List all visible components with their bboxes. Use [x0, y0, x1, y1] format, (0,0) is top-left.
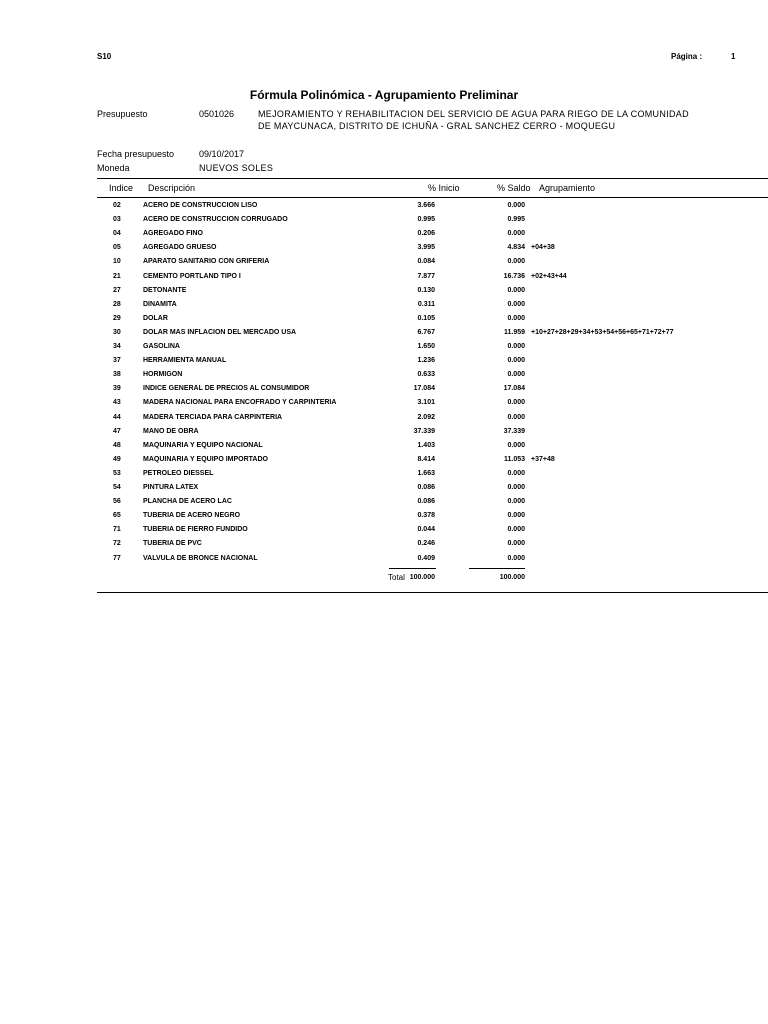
- row-indice: 54: [113, 484, 121, 491]
- fecha-value: 09/10/2017: [199, 149, 245, 159]
- row-saldo: 4.834: [507, 244, 525, 252]
- table-row: [0, 470, 768, 484]
- header-bottom-rule: [97, 197, 768, 198]
- moneda-value: NUEVOS SOLES: [199, 163, 274, 173]
- system-label: S10: [97, 52, 112, 61]
- col-saldo: % Saldo: [497, 183, 531, 193]
- row-saldo: 0.000: [507, 512, 525, 520]
- row-saldo: 0.000: [507, 371, 525, 379]
- row-saldo: 0.000: [507, 230, 525, 238]
- row-inicio: 0.086: [417, 498, 435, 506]
- row-inicio: 0.044: [417, 526, 435, 534]
- row-descripcion: MADERA NACIONAL PARA ENCOFRADO Y CARPINTERIA: [143, 399, 337, 407]
- table-row: [0, 428, 768, 442]
- row-inicio: 1.236: [417, 357, 435, 365]
- fecha-label: Fecha presupuesto: [97, 149, 175, 159]
- col-agrupamiento: Agrupamiento: [539, 183, 596, 193]
- row-descripcion: MADERA TERCIADA PARA CARPINTERIA: [143, 413, 283, 421]
- row-descripcion: PINTURA LATEX: [143, 484, 199, 491]
- row-inicio: 3.666: [417, 202, 435, 209]
- row-inicio: 6.767: [417, 328, 435, 336]
- row-descripcion: AGREGADO FINO: [143, 230, 203, 238]
- total-inicio: 100.000: [409, 574, 435, 581]
- row-descripcion: PLANCHA DE ACERO LAC: [143, 498, 232, 506]
- page-title: Fórmula Polinómica - Agrupamiento Preliminar: [249, 88, 519, 102]
- row-inicio: 17.084: [413, 385, 435, 393]
- row-saldo: 0.000: [507, 258, 525, 266]
- row-descripcion: MAQUINARIA Y EQUIPO IMPORTADO: [143, 455, 268, 463]
- row-inicio: 0.206: [417, 230, 435, 238]
- row-inicio: 1.650: [417, 343, 435, 350]
- table-row: [0, 526, 768, 540]
- row-inicio: 1.403: [417, 441, 435, 449]
- row-saldo: 17.084: [503, 385, 525, 393]
- row-indice: 02: [113, 202, 121, 209]
- row-inicio: 0.409: [417, 554, 435, 562]
- row-indice: 27: [113, 286, 121, 294]
- row-descripcion: VALVULA DE BRONCE NACIONAL: [143, 554, 258, 562]
- table-row: [0, 216, 768, 230]
- row-saldo: 0.000: [507, 357, 525, 365]
- row-agrupamiento: +02+43+44: [531, 272, 567, 280]
- row-inicio: 0.995: [417, 216, 435, 224]
- page-label: Página :: [671, 52, 703, 61]
- table-row: [0, 230, 768, 244]
- row-saldo: 0.000: [507, 300, 525, 308]
- table-row: [0, 540, 768, 554]
- row-saldo: 0.000: [507, 314, 525, 322]
- row-descripcion: DINAMITA: [143, 300, 177, 308]
- row-indice: 53: [113, 469, 121, 477]
- row-indice: 05: [113, 244, 121, 252]
- table-row: [0, 301, 768, 315]
- row-descripcion: MAQUINARIA Y EQUIPO NACIONAL: [143, 441, 263, 449]
- row-inicio: 0.311: [417, 300, 435, 308]
- row-descripcion: HORMIGON: [143, 371, 183, 379]
- total-label: Total: [388, 573, 405, 582]
- row-descripcion: HERRAMIENTA MANUAL: [143, 357, 227, 365]
- row-saldo: 16.736: [503, 272, 525, 280]
- table-row: [0, 484, 768, 498]
- row-indice: 29: [113, 314, 121, 322]
- row-saldo: 0.000: [507, 540, 525, 548]
- table-row: [0, 414, 768, 428]
- row-inicio: 0.086: [417, 484, 435, 491]
- row-saldo: 0.000: [507, 441, 525, 449]
- row-indice: 43: [113, 399, 121, 407]
- row-descripcion: GASOLINA: [143, 343, 180, 350]
- row-saldo: 0.000: [507, 399, 525, 407]
- row-saldo: 0.000: [507, 554, 525, 562]
- row-indice: 44: [113, 413, 121, 421]
- row-inicio: 0.633: [417, 371, 435, 379]
- row-agrupamiento: +04+38: [531, 244, 555, 252]
- row-indice: 34: [113, 343, 121, 350]
- row-inicio: 0.246: [417, 540, 435, 548]
- page-number: 1: [731, 52, 736, 61]
- row-descripcion: DOLAR: [143, 314, 168, 322]
- presupuesto-label: Presupuesto: [97, 109, 148, 119]
- row-indice: 04: [113, 230, 121, 238]
- row-descripcion: DOLAR MAS INFLACION DEL MERCADO USA: [143, 328, 297, 336]
- row-saldo: 0.000: [507, 286, 525, 294]
- row-indice: 30: [113, 328, 121, 336]
- table-row: [0, 442, 768, 456]
- table-row: [0, 385, 768, 399]
- row-indice: 77: [113, 554, 121, 562]
- row-inicio: 3.995: [417, 244, 435, 252]
- row-indice: 39: [113, 385, 121, 393]
- row-saldo: 11.053: [503, 455, 525, 463]
- row-inicio: 0.378: [417, 512, 435, 520]
- row-descripcion: APARATO SANITARIO CON GRIFERIA: [143, 258, 270, 266]
- row-descripcion: MANO DE OBRA: [143, 427, 199, 435]
- table-row: [0, 456, 768, 470]
- total-saldo-rule: [469, 568, 525, 569]
- row-inicio: 0.130: [417, 286, 435, 294]
- row-descripcion: DETONANTE: [143, 286, 187, 294]
- table-row: [0, 357, 768, 371]
- row-indice: 72: [113, 540, 121, 548]
- row-inicio: 0.084: [417, 258, 435, 266]
- row-descripcion: INDICE GENERAL DE PRECIOS AL CONSUMIDOR: [143, 385, 310, 393]
- row-inicio: 37.339: [413, 427, 435, 435]
- row-descripcion: ACERO DE CONSTRUCCION CORRUGADO: [143, 216, 288, 224]
- row-descripcion: TUBERIA DE ACERO NEGRO: [143, 512, 241, 520]
- row-indice: 21: [113, 272, 121, 280]
- row-indice: 03: [113, 216, 121, 224]
- table-row: [0, 287, 768, 301]
- row-descripcion: TUBERIA DE FIERRO FUNDIDO: [143, 526, 248, 534]
- row-descripcion: TUBERIA DE PVC: [143, 540, 202, 548]
- row-indice: 65: [113, 512, 121, 520]
- row-descripcion: AGREGADO GRUESO: [143, 244, 217, 252]
- row-inicio: 3.101: [417, 399, 435, 407]
- row-indice: 38: [113, 371, 121, 379]
- row-saldo: 0.000: [507, 484, 525, 491]
- row-saldo: 0.000: [507, 469, 525, 477]
- row-indice: 37: [113, 357, 121, 365]
- table-row: [0, 399, 768, 413]
- col-descripcion: Descripción: [148, 183, 196, 193]
- row-inicio: 0.105: [417, 314, 435, 322]
- row-agrupamiento: +10+27+28+29+34+53+54+56+65+71+72+77: [531, 328, 674, 336]
- row-saldo: 0.000: [507, 413, 525, 421]
- table-row: [0, 498, 768, 512]
- row-saldo: 0.000: [507, 343, 525, 350]
- footer-rule: [97, 592, 768, 593]
- row-indice: 71: [113, 526, 121, 534]
- row-indice: 10: [113, 258, 121, 266]
- table-row: [0, 371, 768, 385]
- table-row: [0, 244, 768, 258]
- header-top-rule: [97, 178, 768, 179]
- row-descripcion: CEMENTO PORTLAND TIPO I: [143, 272, 241, 280]
- total-inicio-rule: [389, 568, 436, 569]
- presupuesto-desc-line2: DE MAYCUNACA, DISTRITO DE ICHUÑA - GRAL SANCHEZ CERRO - MOQUEGU: [258, 121, 616, 131]
- table-row: [0, 273, 768, 287]
- row-saldo: 37.339: [503, 427, 525, 435]
- row-descripcion: PETROLEO DIESSEL: [143, 469, 214, 477]
- row-saldo: 0.995: [507, 216, 525, 224]
- presupuesto-desc-line1: MEJORAMIENTO Y REHABILITACION DEL SERVICIO DE AGUA PARA RIEGO DE LA COMUNIDAD: [258, 109, 689, 119]
- col-inicio: % Inicio: [428, 183, 460, 193]
- moneda-label: Moneda: [97, 163, 130, 173]
- table-row: [0, 329, 768, 343]
- row-descripcion: ACERO DE CONSTRUCCION LISO: [143, 202, 258, 209]
- table-row: [0, 512, 768, 526]
- row-inicio: 7.877: [417, 272, 435, 280]
- row-saldo: 0.000: [507, 526, 525, 534]
- row-inicio: 1.663: [417, 469, 435, 477]
- presupuesto-code: 0501026: [199, 109, 235, 119]
- row-indice: 48: [113, 441, 121, 449]
- row-inicio: 8.414: [417, 455, 435, 463]
- row-agrupamiento: +37+48: [531, 455, 555, 463]
- row-inicio: 2.092: [417, 413, 435, 421]
- row-indice: 56: [113, 498, 121, 506]
- row-saldo: 11.959: [503, 328, 525, 336]
- table-row: [0, 315, 768, 329]
- col-indice: Indice: [109, 183, 134, 193]
- row-indice: 47: [113, 427, 121, 435]
- row-saldo: 0.000: [507, 498, 525, 506]
- row-indice: 28: [113, 300, 121, 308]
- row-saldo: 0.000: [507, 202, 525, 209]
- table-row: [0, 202, 768, 216]
- table-row: [0, 343, 768, 357]
- table-row: [0, 258, 768, 272]
- total-saldo: 100.000: [499, 574, 525, 581]
- row-indice: 49: [113, 455, 121, 463]
- table-row: [0, 555, 768, 569]
